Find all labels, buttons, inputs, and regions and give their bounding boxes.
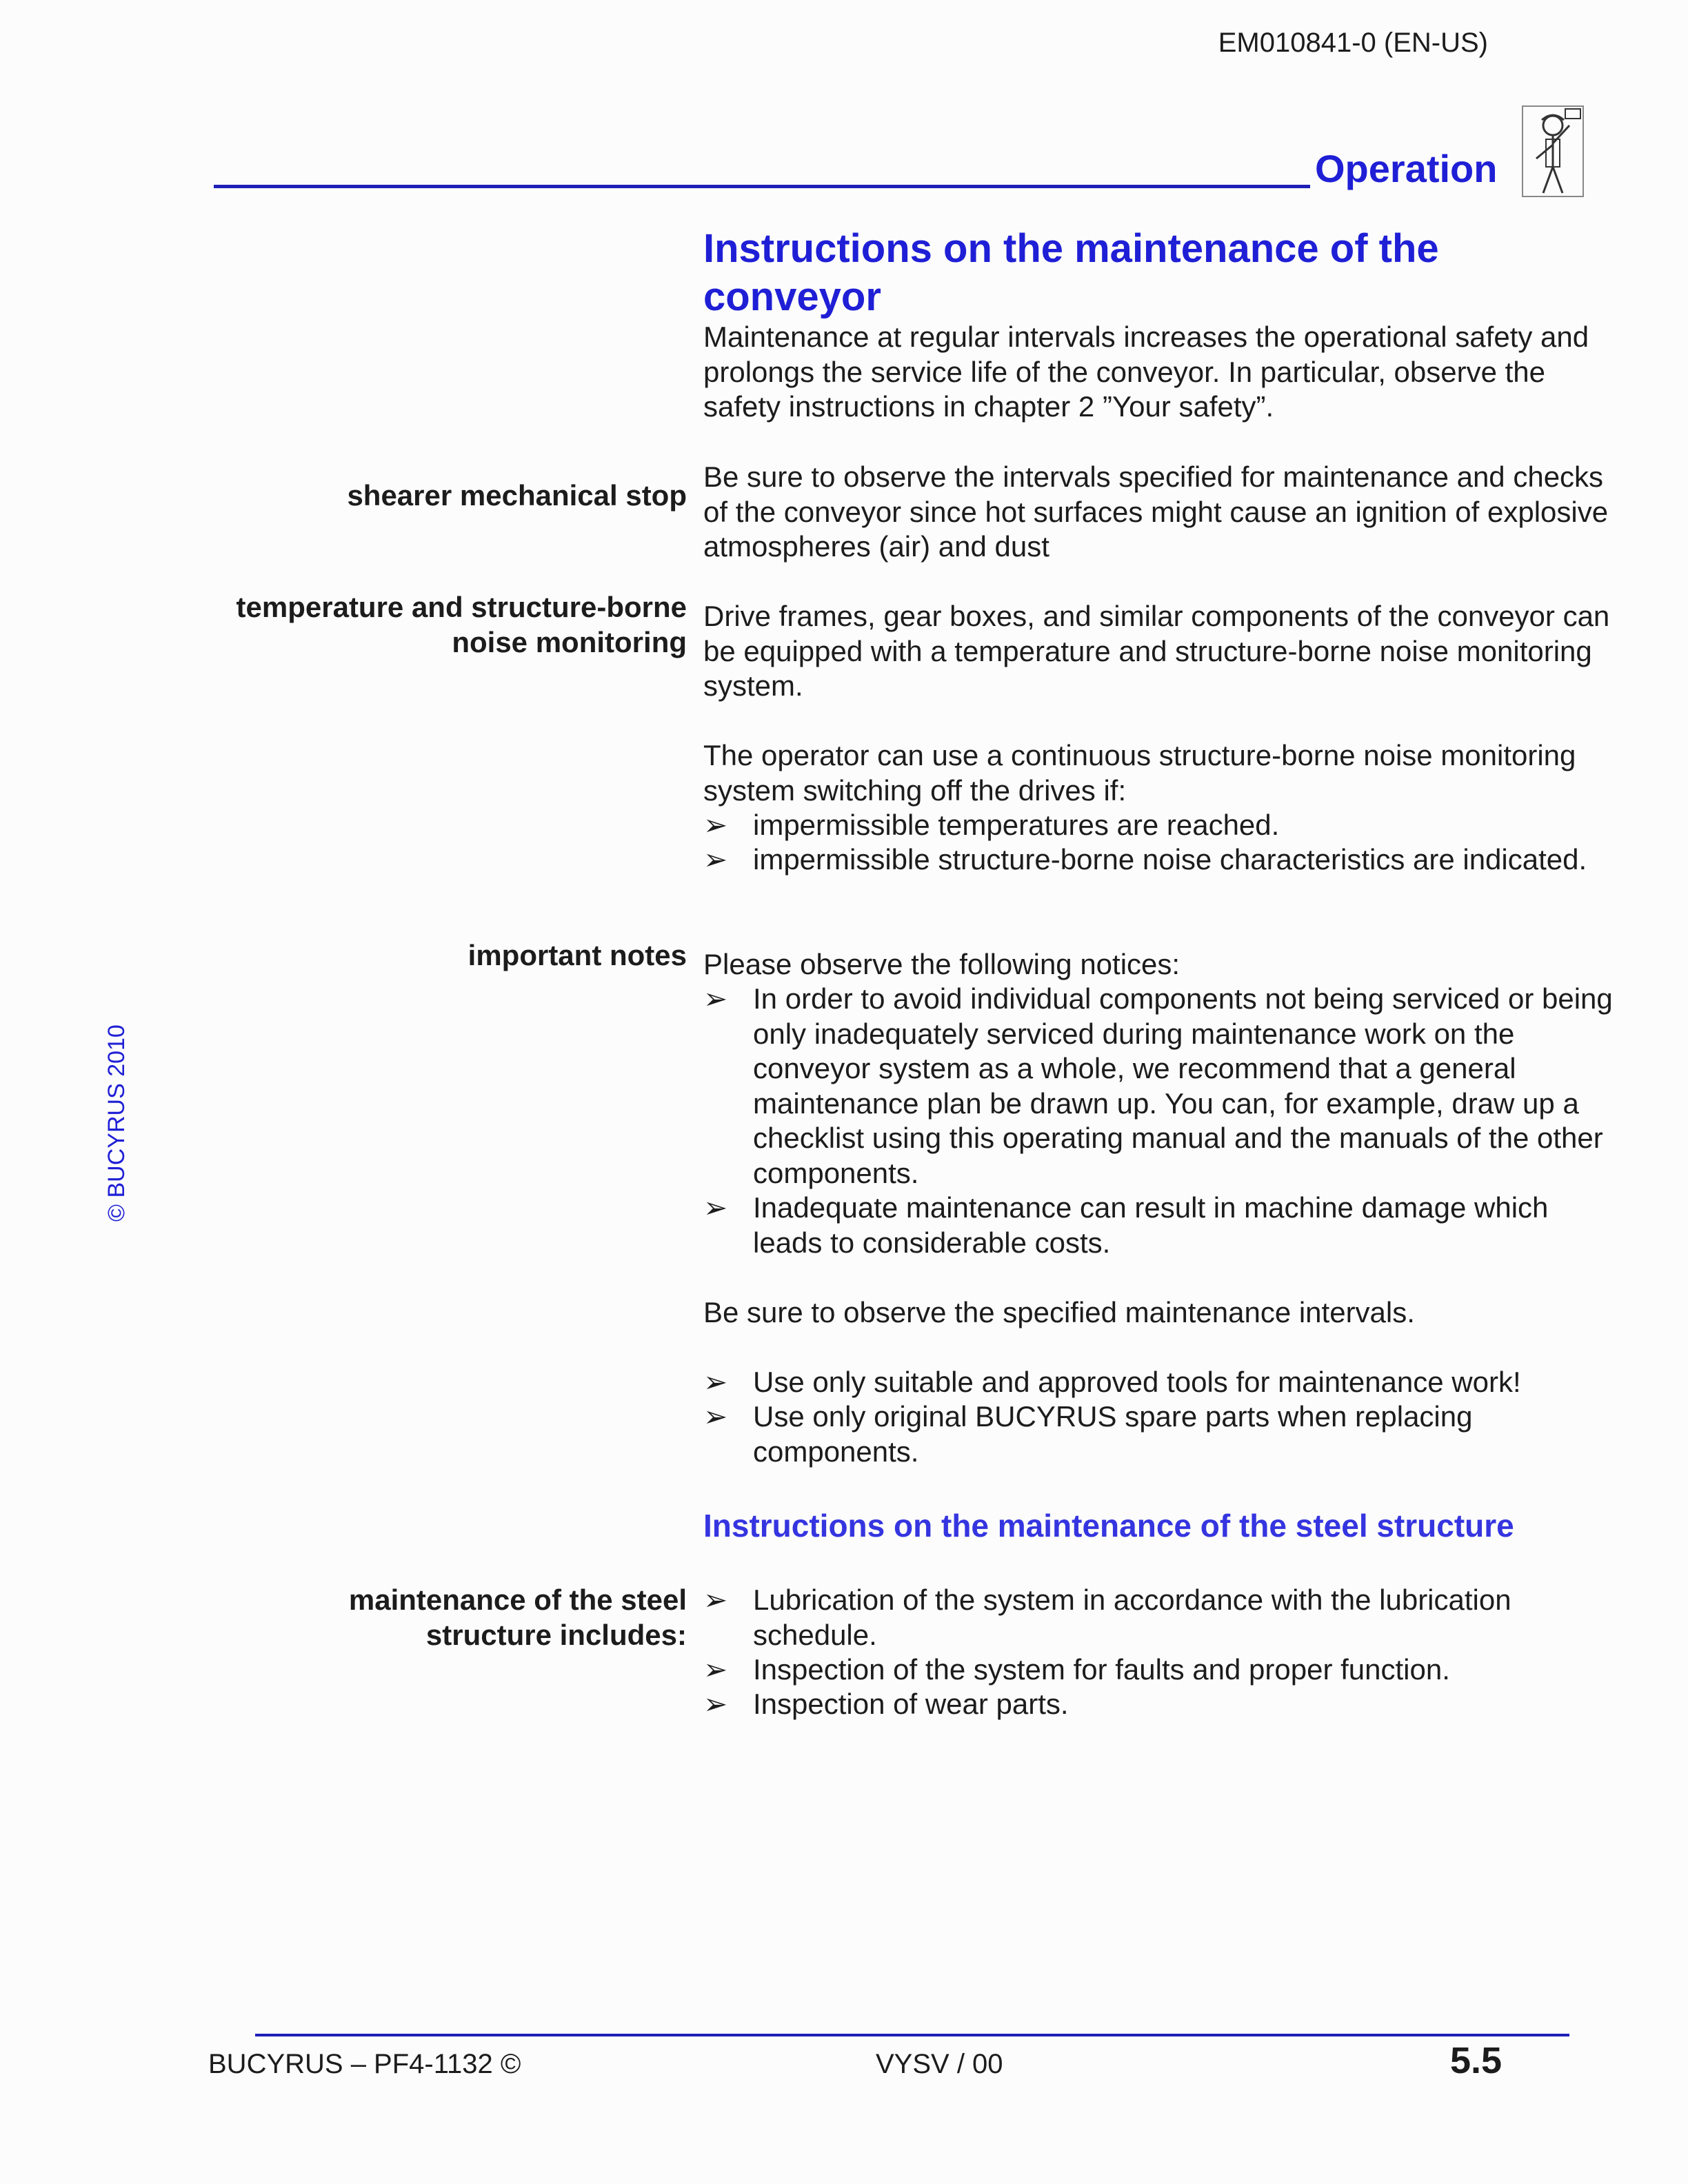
main-title: Instructions on the maintenance of the conveyor	[703, 226, 1439, 319]
side-label-steel-line1: maintenance of the steel	[348, 1584, 687, 1616]
side-label-shearer: shearer mechanical stop	[347, 479, 687, 512]
worker-operating-icon	[1521, 105, 1585, 198]
list-item-text: In order to avoid individual components not being serviced or being only inadequately serviced during maintenance work on the conveyor system as a whole, we recommend that a general maintenance plan be drawn up. You can, for example, draw up a checklist using this operating manual and the manuals of the other components.	[753, 982, 1613, 1189]
document-id: EM010841-0 (EN-US)	[1218, 28, 1488, 58]
side-label-steel-line2: structure includes:	[425, 1618, 687, 1651]
side-label-important: important notes	[468, 939, 687, 971]
list-item-text: Use only original BUCYRUS spare parts when replacing components.	[753, 1400, 1473, 1468]
side-label-monitoring	[163, 590, 687, 660]
list-item-text: Use only suitable and approved tools for maintenance work!	[753, 1366, 1521, 1398]
list-item	[703, 808, 1620, 843]
list-item-text: Inspection of the system for faults and proper function.	[753, 1653, 1450, 1686]
list-item	[703, 842, 1620, 878]
list-item	[703, 982, 1620, 1191]
side-label-monitoring-line1: temperature and structure-borne	[236, 591, 687, 623]
list-item	[703, 1399, 1620, 1469]
bullet-arrow-icon: ➢	[703, 843, 728, 876]
bullet-arrow-icon: ➢	[703, 809, 728, 841]
bullet-arrow-icon: ➢	[703, 1653, 728, 1686]
list-item-text: impermissible structure-borne noise characteristics are indicated.	[753, 843, 1587, 876]
list-item	[703, 1652, 1620, 1688]
list-item	[703, 1687, 1620, 1722]
shearer-paragraph: Be sure to observe the intervals specified for maintenance and checks of the conveyor since hot surfaces might cause an ignition of explosive atmospheres (air) and dust	[703, 461, 1609, 563]
bullet-arrow-icon: ➢	[703, 1366, 728, 1398]
important-lead: Please observe the following notices:	[703, 948, 1180, 980]
footer-version: VYSV / 00	[876, 2049, 1003, 2079]
list-item-text: impermissible temperatures are reached.	[753, 809, 1280, 841]
side-label-steel	[163, 1583, 687, 1652]
list-item	[703, 1583, 1620, 1652]
section-title: Operation	[1315, 147, 1498, 190]
intervals-note: Be sure to observe the specified maintenance intervals.	[703, 1296, 1415, 1328]
bullet-arrow-icon: ➢	[703, 1688, 728, 1720]
bullet-arrow-icon: ➢	[703, 1191, 728, 1224]
side-label-monitoring-line2: noise monitoring	[452, 625, 687, 658]
list-item	[703, 1365, 1620, 1400]
steel-subtitle: Instructions on the maintenance of the steel structure	[703, 1508, 1514, 1544]
monitoring-paragraph: Drive frames, gear boxes, and similar components of the conveyor can be equipped with a temperature and structure-borne noise monitoring system.	[703, 600, 1610, 702]
header-rule	[214, 185, 1310, 188]
monitoring-paragraph-2: The operator can use a continuous structure-borne noise monitoring system switching off the drives if:	[703, 739, 1576, 807]
bullet-arrow-icon: ➢	[703, 982, 728, 1015]
list-item-text: Inadequate maintenance can result in machine damage which leads to considerable costs.	[753, 1191, 1549, 1259]
intro-paragraph: Maintenance at regular intervals increases the operational safety and prolongs the service life of the conveyor. In particular, observe the safety instructions in chapter 2 ”Your safety”.	[703, 321, 1589, 423]
bullet-arrow-icon: ➢	[703, 1584, 728, 1616]
footer-rule	[255, 2034, 1569, 2036]
footer-document-code: BUCYRUS – PF4-1132 ©	[208, 2049, 521, 2079]
list-item-text: Lubrication of the system in accordance with the lubrication schedule.	[753, 1584, 1511, 1651]
list-item-text: Inspection of wear parts.	[753, 1688, 1069, 1720]
page-number: 5.5	[1450, 2040, 1503, 2081]
bullet-arrow-icon: ➢	[703, 1400, 728, 1433]
list-item	[703, 1191, 1620, 1260]
copyright-notice: © BUCYRUS 2010	[103, 1024, 130, 1222]
